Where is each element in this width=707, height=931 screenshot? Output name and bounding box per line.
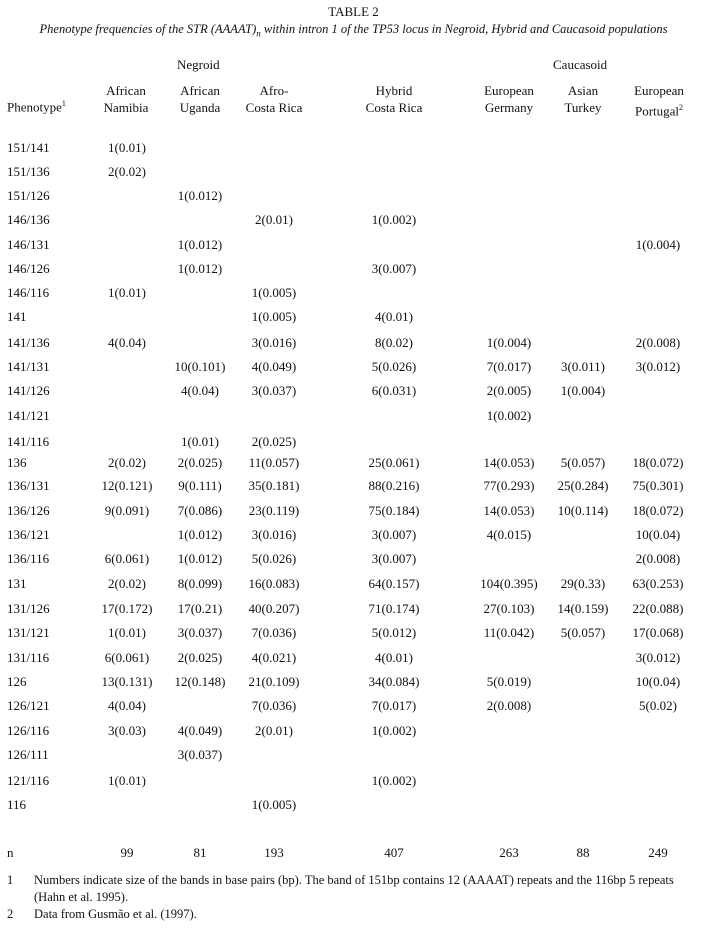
phenotype-cell: 131/116 bbox=[7, 650, 50, 665]
frequency-cell: 5(0.019) bbox=[486, 674, 532, 689]
frequency-cell: 8(0.02) bbox=[375, 335, 413, 350]
table-row bbox=[0, 164, 707, 182]
header-line-1: African bbox=[180, 83, 220, 98]
table-row bbox=[0, 576, 707, 594]
frequency-cell: 5(0.057) bbox=[560, 625, 606, 640]
table-subtitle bbox=[0, 22, 707, 39]
frequency-cell: 35(0.181) bbox=[248, 478, 300, 493]
frequency-cell: 1(0.012) bbox=[177, 188, 223, 203]
table-row bbox=[0, 455, 707, 473]
frequency-cell: 1(0.002) bbox=[371, 723, 417, 738]
frequency-cell: 40(0.207) bbox=[248, 601, 300, 616]
frequency-cell: 29(0.33) bbox=[560, 576, 606, 591]
table-row bbox=[0, 797, 707, 815]
phenotype-cell: 141/136 bbox=[7, 335, 50, 350]
frequency-cell: 34(0.084) bbox=[368, 674, 420, 689]
portugal-label: Portugal bbox=[634, 103, 680, 119]
column-header-african-namibia bbox=[96, 82, 156, 116]
column-header-asian-turkey bbox=[555, 82, 611, 116]
frequency-cell: 10(0.04) bbox=[635, 674, 681, 689]
table-row bbox=[0, 698, 707, 716]
column-header-european-portugal bbox=[624, 82, 694, 119]
frequency-cell: 1(0.01) bbox=[108, 625, 146, 640]
frequency-cell: 2(0.025) bbox=[177, 455, 223, 470]
table-row bbox=[0, 723, 707, 741]
frequency-cell: 17(0.172) bbox=[101, 601, 153, 616]
phenotype-cell: 146/116 bbox=[7, 285, 50, 300]
frequency-cell: 22(0.088) bbox=[632, 601, 684, 616]
sample-size-cell: 407 bbox=[384, 845, 404, 860]
frequency-cell: 17(0.21) bbox=[177, 601, 223, 616]
frequency-cell: 75(0.301) bbox=[632, 478, 684, 493]
table-row bbox=[0, 625, 707, 643]
frequency-cell: 13(0.131) bbox=[101, 674, 153, 689]
table-title: TABLE 2 bbox=[328, 4, 379, 19]
frequency-cell: 3(0.007) bbox=[371, 551, 417, 566]
phenotype-cell: 136/116 bbox=[7, 551, 50, 566]
phenotype-cell: 131/126 bbox=[7, 601, 50, 616]
frequency-cell: 2(0.025) bbox=[251, 434, 297, 449]
phenotype-cell: 151/126 bbox=[7, 188, 50, 203]
frequency-cell: 3(0.012) bbox=[635, 650, 681, 665]
sample-size-cell: 263 bbox=[499, 845, 519, 860]
frequency-cell: 18(0.072) bbox=[632, 455, 684, 470]
table-row bbox=[0, 261, 707, 279]
header-line-2: Costa Rica bbox=[365, 100, 423, 115]
frequency-cell: 2(0.01) bbox=[255, 723, 293, 738]
frequency-cell: 7(0.086) bbox=[177, 503, 223, 518]
header-line-1: European bbox=[484, 83, 534, 98]
footnote-number: 2 bbox=[7, 907, 14, 921]
header-line-2 bbox=[624, 99, 694, 119]
footnote-text: Data from Gusmão et al. (1997). bbox=[34, 907, 197, 921]
header-line-2: Uganda bbox=[179, 100, 221, 115]
phenotype-cell: 126/121 bbox=[7, 698, 50, 713]
column-header-african-uganda bbox=[168, 82, 232, 116]
frequency-cell: 10(0.04) bbox=[635, 527, 681, 542]
frequency-cell: 3(0.007) bbox=[371, 527, 417, 542]
frequency-cell: 2(0.02) bbox=[108, 164, 146, 179]
sample-size-cell: 249 bbox=[648, 845, 668, 860]
table-row bbox=[0, 773, 707, 791]
frequency-cell: 1(0.01) bbox=[108, 285, 146, 300]
frequency-cell: 3(0.037) bbox=[177, 747, 223, 762]
phenotype-cell: 136/131 bbox=[7, 478, 50, 493]
frequency-cell: 2(0.008) bbox=[486, 698, 532, 713]
frequency-cell: 5(0.026) bbox=[251, 551, 297, 566]
frequency-cell: 2(0.008) bbox=[635, 335, 681, 350]
phenotype-cell: 151/136 bbox=[7, 164, 50, 179]
frequency-cell: 1(0.012) bbox=[177, 261, 223, 276]
frequency-cell: 3(0.007) bbox=[371, 261, 417, 276]
table-row bbox=[0, 359, 707, 377]
header-line-1: Afro- bbox=[259, 83, 289, 98]
header-line-1: Hybrid bbox=[375, 83, 413, 98]
frequency-cell: 7(0.017) bbox=[371, 698, 417, 713]
frequency-cell: 18(0.072) bbox=[632, 503, 684, 518]
frequency-cell: 21(0.109) bbox=[248, 674, 300, 689]
group-label-caucasoid: Caucasoid bbox=[553, 57, 608, 72]
frequency-cell: 14(0.053) bbox=[483, 503, 535, 518]
phenotype-cell: 146/131 bbox=[7, 237, 50, 252]
frequency-cell: 1(0.005) bbox=[251, 797, 297, 812]
header-line-1: European bbox=[634, 83, 684, 98]
frequency-cell: 75(0.184) bbox=[368, 503, 420, 518]
footnote-1 bbox=[7, 872, 697, 906]
frequency-cell: 64(0.157) bbox=[368, 576, 420, 591]
header-line-2: Namibia bbox=[103, 100, 149, 115]
frequency-cell: 11(0.057) bbox=[248, 455, 300, 470]
frequency-cell: 12(0.121) bbox=[101, 478, 153, 493]
frequency-cell: 1(0.01) bbox=[108, 140, 146, 155]
column-header-afro-costa-rica bbox=[238, 82, 310, 116]
frequency-cell: 2(0.008) bbox=[635, 551, 681, 566]
header-line-2: Costa Rica bbox=[245, 100, 303, 115]
frequency-cell: 4(0.049) bbox=[177, 723, 223, 738]
column-header-european-germany bbox=[474, 82, 544, 116]
frequency-cell: 1(0.01) bbox=[108, 773, 146, 788]
table-row bbox=[0, 478, 707, 496]
phenotype-cell: 141/116 bbox=[7, 434, 50, 449]
frequency-cell: 7(0.017) bbox=[486, 359, 532, 374]
frequency-cell: 2(0.01) bbox=[255, 212, 293, 227]
phenotype-cell: 136/126 bbox=[7, 503, 50, 518]
frequency-cell: 88(0.216) bbox=[368, 478, 420, 493]
frequency-cell: 11(0.042) bbox=[483, 625, 535, 640]
phenotype-cell: 131/121 bbox=[7, 625, 50, 640]
column-header-hybrid-costa-rica bbox=[356, 82, 432, 116]
frequency-cell: 5(0.012) bbox=[371, 625, 417, 640]
frequency-cell: 10(0.114) bbox=[557, 503, 609, 518]
frequency-cell: 3(0.037) bbox=[251, 383, 297, 398]
frequency-cell: 104(0.395) bbox=[480, 576, 538, 591]
frequency-cell: 5(0.02) bbox=[639, 698, 677, 713]
frequency-cell: 9(0.111) bbox=[178, 478, 222, 493]
column-header-phenotype bbox=[7, 99, 66, 115]
footnote-number: 1 bbox=[7, 873, 14, 887]
frequency-cell: 8(0.099) bbox=[177, 576, 223, 591]
frequency-cell: 2(0.02) bbox=[108, 576, 146, 591]
header-line-2: Turkey bbox=[564, 100, 602, 115]
phenotype-cell: 141 bbox=[7, 309, 27, 324]
table-row bbox=[0, 408, 707, 426]
frequency-cell: 1(0.012) bbox=[177, 237, 223, 252]
table-row bbox=[0, 285, 707, 303]
frequency-cell: 23(0.119) bbox=[248, 503, 300, 518]
phenotype-cell: 146/136 bbox=[7, 212, 50, 227]
phenotype-cell: 141/126 bbox=[7, 383, 50, 398]
footnote-text: Numbers indicate size of the bands in base pairs (bp). The band of 151bp contains 12 (AAAAT) repeats and the 116bp 5 repeats (Hahn et al. 1995). bbox=[34, 873, 674, 904]
frequency-cell: 1(0.004) bbox=[635, 237, 681, 252]
frequency-cell: 9(0.091) bbox=[104, 503, 150, 518]
frequency-cell: 25(0.061) bbox=[368, 455, 420, 470]
frequency-cell: 4(0.049) bbox=[251, 359, 297, 374]
totals-row bbox=[0, 845, 707, 863]
table-row bbox=[0, 335, 707, 353]
frequency-cell: 1(0.002) bbox=[486, 408, 532, 423]
table-row bbox=[0, 551, 707, 569]
frequency-cell: 1(0.005) bbox=[251, 309, 297, 324]
phenotype-cell: 141/131 bbox=[7, 359, 50, 374]
totals-label: n bbox=[7, 845, 14, 860]
frequency-cell: 3(0.016) bbox=[251, 335, 297, 350]
sample-size-cell: 193 bbox=[264, 845, 284, 860]
frequency-cell: 7(0.036) bbox=[251, 698, 297, 713]
table-row bbox=[0, 434, 707, 452]
frequency-cell: 7(0.036) bbox=[251, 625, 297, 640]
phenotype-cell: 126/111 bbox=[7, 747, 49, 762]
group-label-negroid: Negroid bbox=[177, 57, 220, 72]
frequency-cell: 16(0.083) bbox=[248, 576, 300, 591]
frequency-cell: 5(0.026) bbox=[371, 359, 417, 374]
frequency-cell: 25(0.284) bbox=[557, 478, 609, 493]
phenotype-cell: 136/121 bbox=[7, 527, 50, 542]
frequency-cell: 3(0.037) bbox=[177, 625, 223, 640]
frequency-cell: 2(0.025) bbox=[177, 650, 223, 665]
frequency-cell: 4(0.04) bbox=[108, 698, 146, 713]
phenotype-cell: 131 bbox=[7, 576, 27, 591]
sample-size-cell: 81 bbox=[193, 845, 207, 860]
table-row bbox=[0, 674, 707, 692]
frequency-cell: 1(0.004) bbox=[486, 335, 532, 350]
frequency-cell: 71(0.174) bbox=[368, 601, 420, 616]
phenotype-cell: 116 bbox=[7, 797, 27, 812]
footnote-ref-2: 2 bbox=[679, 103, 684, 112]
phenotype-cell: 136 bbox=[7, 455, 27, 470]
phenotype-cell: 146/126 bbox=[7, 261, 50, 276]
frequency-cell: 4(0.04) bbox=[108, 335, 146, 350]
footnote-ref-1: 1 bbox=[61, 99, 66, 108]
table-row bbox=[0, 383, 707, 401]
frequency-cell: 4(0.015) bbox=[486, 527, 532, 542]
frequency-cell: 1(0.012) bbox=[177, 551, 223, 566]
frequency-cell: 4(0.021) bbox=[251, 650, 297, 665]
frequency-cell: 17(0.068) bbox=[632, 625, 684, 640]
frequency-cell: 1(0.012) bbox=[177, 527, 223, 542]
frequency-cell: 6(0.061) bbox=[104, 650, 150, 665]
table-row bbox=[0, 601, 707, 619]
phenotype-cell: 151/141 bbox=[7, 140, 50, 155]
frequency-cell: 2(0.02) bbox=[108, 455, 146, 470]
phenotype-cell: 126 bbox=[7, 674, 27, 689]
frequency-cell: 1(0.002) bbox=[371, 212, 417, 227]
frequency-cell: 6(0.061) bbox=[104, 551, 150, 566]
frequency-cell: 1(0.01) bbox=[181, 434, 219, 449]
table-row bbox=[0, 188, 707, 206]
frequency-cell: 14(0.159) bbox=[557, 601, 609, 616]
frequency-cell: 4(0.01) bbox=[375, 650, 413, 665]
table-row bbox=[0, 527, 707, 545]
subtitle-text-end: within intron 1 of the TP53 locus in Negroid, Hybrid and Caucasoid populations bbox=[260, 22, 668, 36]
frequency-cell: 1(0.002) bbox=[371, 773, 417, 788]
frequency-cell: 2(0.005) bbox=[486, 383, 532, 398]
header-line-1: Asian bbox=[567, 83, 599, 98]
frequency-cell: 14(0.053) bbox=[483, 455, 535, 470]
frequency-cell: 3(0.012) bbox=[635, 359, 681, 374]
table-row bbox=[0, 747, 707, 765]
header-line-2: Germany bbox=[484, 100, 534, 115]
frequency-cell: 1(0.005) bbox=[251, 285, 297, 300]
frequency-cell: 4(0.04) bbox=[181, 383, 219, 398]
subtitle-subscript: n bbox=[256, 28, 261, 39]
phenotype-cell: 121/116 bbox=[7, 773, 50, 788]
frequency-cell: 3(0.011) bbox=[561, 359, 605, 374]
table-row bbox=[0, 650, 707, 668]
subtitle-text: Phenotype frequencies of the STR (AAAAT) bbox=[39, 22, 257, 36]
frequency-cell: 27(0.103) bbox=[483, 601, 535, 616]
sample-size-cell: 99 bbox=[120, 845, 134, 860]
phenotype-cell: 141/121 bbox=[7, 408, 50, 423]
footnote-2 bbox=[7, 906, 697, 923]
table-row bbox=[0, 237, 707, 255]
phenotype-header-text: Phenotype bbox=[7, 99, 62, 115]
frequency-cell: 12(0.148) bbox=[174, 674, 226, 689]
frequency-cell: 77(0.293) bbox=[483, 478, 535, 493]
frequency-cell: 3(0.03) bbox=[108, 723, 146, 738]
table-row bbox=[0, 503, 707, 521]
frequency-cell: 10(0.101) bbox=[174, 359, 226, 374]
sample-size-cell: 88 bbox=[576, 845, 590, 860]
table-row bbox=[0, 140, 707, 158]
frequency-cell: 1(0.004) bbox=[560, 383, 606, 398]
header-line-1: African bbox=[106, 83, 146, 98]
table-row bbox=[0, 212, 707, 230]
frequency-cell: 63(0.253) bbox=[632, 576, 684, 591]
frequency-cell: 3(0.016) bbox=[251, 527, 297, 542]
phenotype-cell: 126/116 bbox=[7, 723, 50, 738]
table-row bbox=[0, 309, 707, 327]
frequency-cell: 5(0.057) bbox=[560, 455, 606, 470]
frequency-cell: 6(0.031) bbox=[371, 383, 417, 398]
frequency-cell: 4(0.01) bbox=[375, 309, 413, 324]
